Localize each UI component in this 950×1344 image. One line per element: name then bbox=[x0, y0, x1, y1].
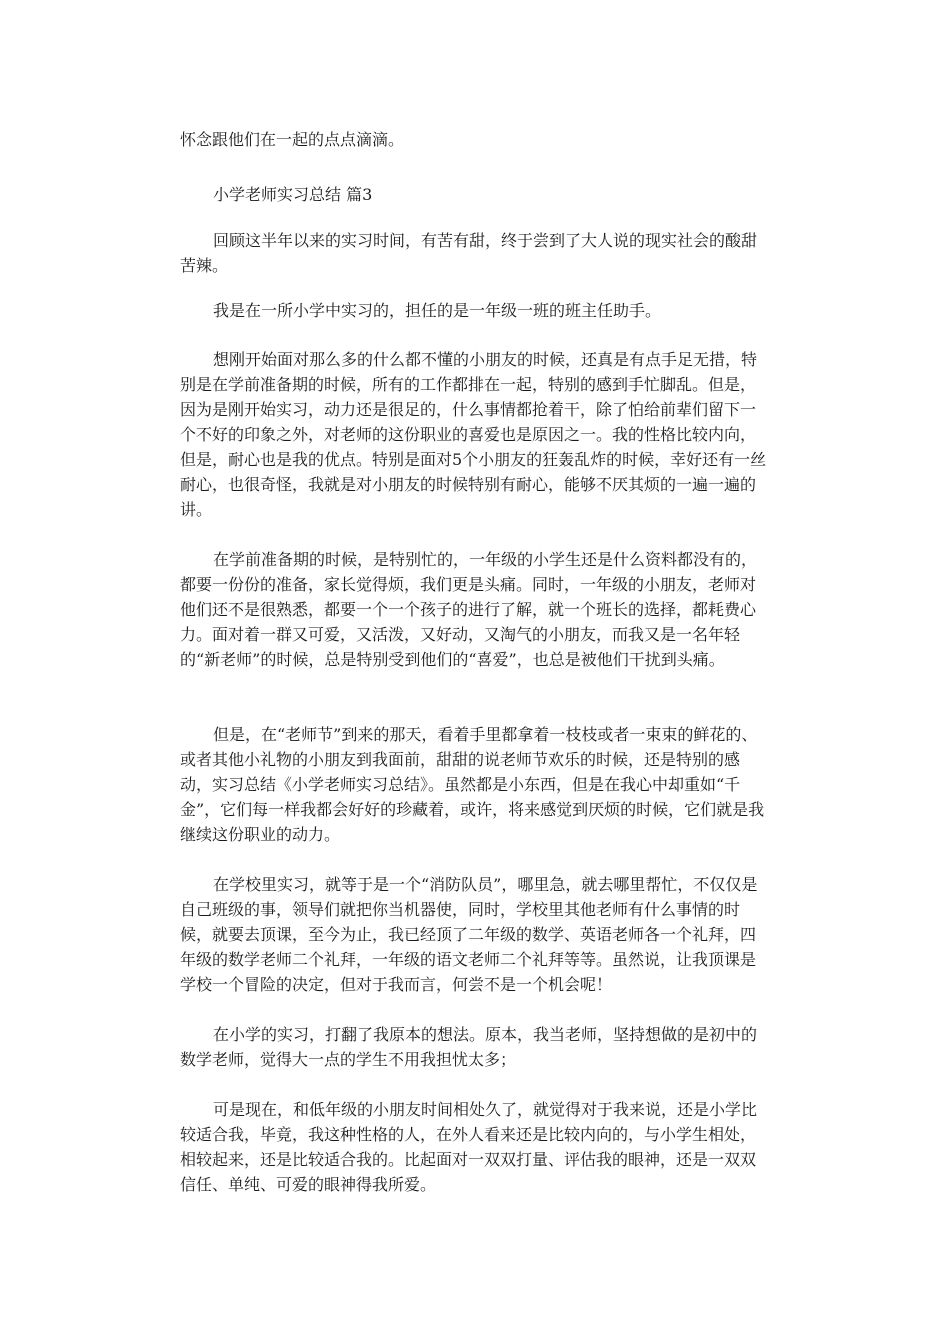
paragraph-continuation: 怀念跟他们在一起的点点滴滴。 bbox=[180, 130, 405, 149]
paragraph: 在学前准备期的时候，是特别忙的，一年级的小学生还是什么资料都没有的，都要一份份的准备，家长觉得烦，我们更是头痛。同时，一年级的小朋友，老师对他们还不是很熟悉，都要一个一个孩子的进行了解，就一个班长的选择，都耗费心力。面对着一群又可爱，又活泼，又好动，又淘气的小朋友，而我又是一名年轻的“新老师”的时候，总是特别受到他们的“喜爱”，也总是被他们干扰到头痛。 bbox=[180, 550, 758, 669]
paragraph: 想刚开始面对那么多的什么都不懂的小朋友的时候，还真是有点手足无措，特别是在学前准备期的时候，所有的工作都排在一起，特别的感到手忙脚乱。但是，因为是刚开始实习，动力还是很足的，什么事情都抢着干，除了怕给前辈们留下一个不好的印象之外，对老师的这份职业的喜爱也是原因之一。我的性格比较内向，但是，耐心也是我的优点。特别是面对5个小朋友的狂轰乱炸的时候，幸好还有一丝耐心，也很奇怪，我就是对小朋友的时候特别有耐心，能够不厌其烦的一遍一遍的讲。 bbox=[180, 350, 767, 519]
section-heading: 小学老师实习总结 篇3 bbox=[213, 185, 373, 204]
paragraph: 我是在一所小学中实习的，担任的是一年级一班的班主任助手。 bbox=[213, 301, 662, 320]
paragraph: 回顾这半年以来的实习时间，有苦有甜，终于尝到了大人说的现实社会的酸甜苦辣。 bbox=[180, 231, 758, 275]
paragraph: 在学校里实习，就等于是一个“消防队员”，哪里急，就去哪里帮忙，不仅仅是自己班级的事，领导们就把你当机器使，同时，学校里其他老师有什么事情的时候，就要去顶课，至今为止，我已经顶了二年级的数学、英语老师各一个礼拜，四年级的数学老师二个礼拜，一年级的语文老师二个礼拜等等。虽然说，让我顶课是学校一个冒险的决定，但对于我而言，何尝不是一个机会呢！ bbox=[180, 875, 758, 994]
paragraph: 但是，在“老师节”到来的那天，看着手里都拿着一枝枝或者一束束的鲜花的、或者其他小礼物的小朋友到我面前，甜甜的说老师节欢乐的时候，还是特别的感动，实习总结《小学老师实习总结》。虽然都是小东西，但是在我心中却重如“千金”，它们每一样我都会好好的珍藏着，或许，将来感觉到厌烦的时候，它们就是我继续这份职业的动力。 bbox=[180, 725, 765, 844]
paragraph: 在小学的实习，打翻了我原本的想法。原本，我当老师，坚持想做的是初中的数学老师，觉得大一点的学生不用我担忧太多； bbox=[180, 1025, 758, 1069]
paragraph: 可是现在，和低年级的小朋友时间相处久了，就觉得对于我来说，还是小学比较适合我，毕竟，我这种性格的人，在外人看来还是比较内向的，与小学生相处，相较起来，还是比较适合我的。比起面对一双双打量、评估我的眼神，还是一双双信任、单纯、可爱的眼神得我所爱。 bbox=[180, 1100, 758, 1194]
